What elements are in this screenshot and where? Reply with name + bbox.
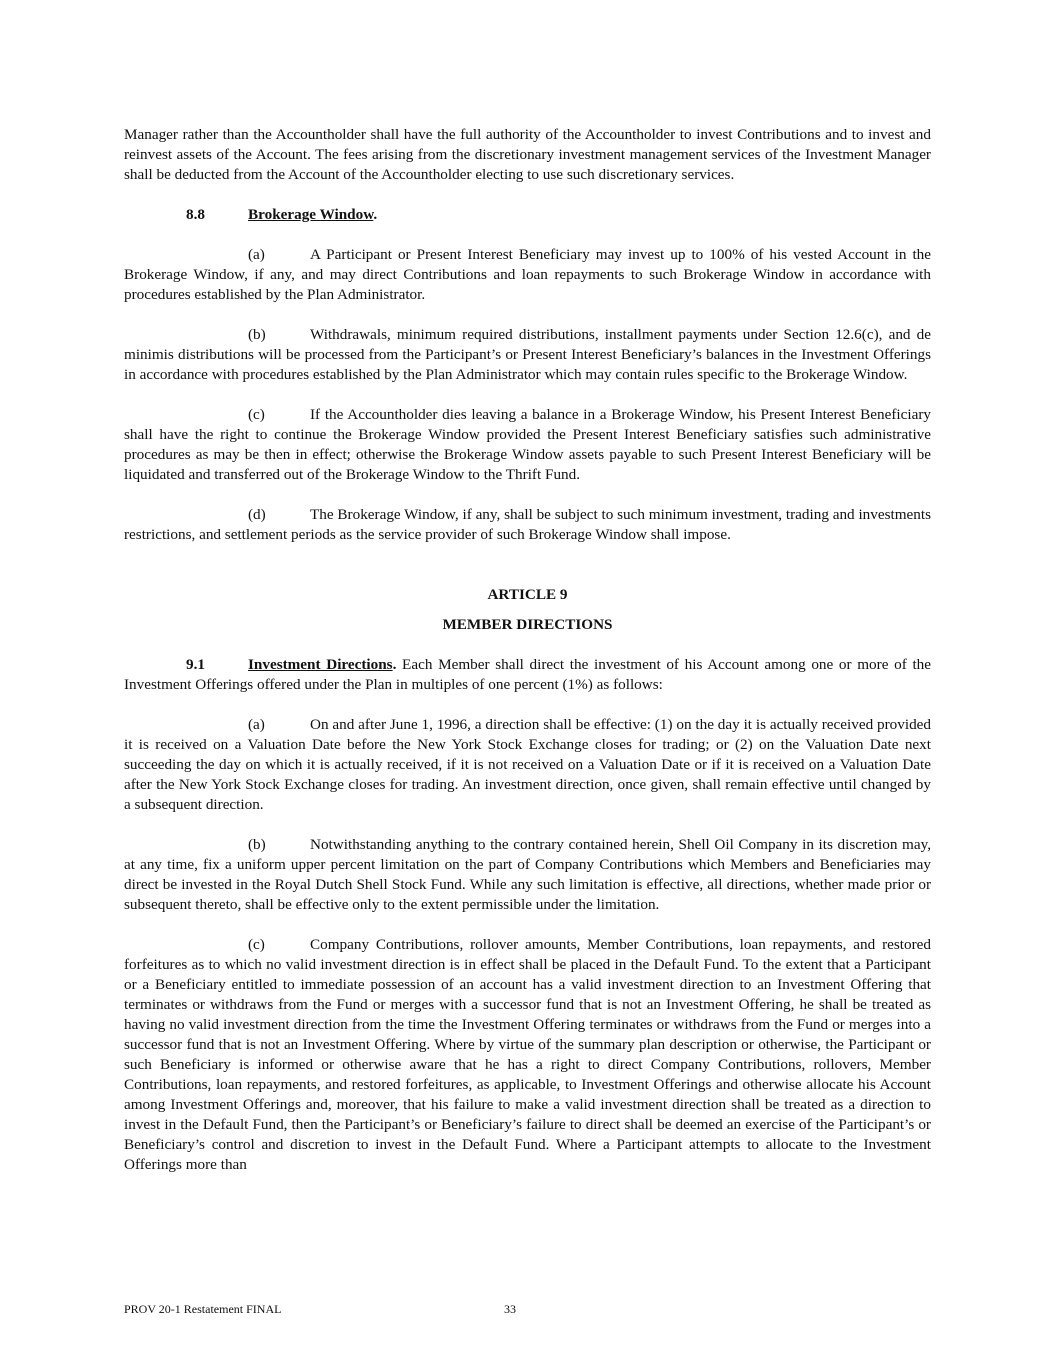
subsection-9-1-b: [124, 835, 931, 915]
subsection-label: (c): [248, 406, 265, 423]
subsection-label: (d): [248, 506, 266, 523]
footer-page-number: 33: [504, 1302, 516, 1316]
subsection-8-8-c: [124, 405, 931, 485]
subsection-label: (b): [248, 836, 266, 853]
section-8-8-heading: [186, 205, 931, 225]
section-title: Investment Directions: [248, 656, 393, 673]
subsection-text: On and after June 1, 1996, a direction shall be effective: (1) on the day it is actually received provided it is received on a Valuation Date before the New York Stock Exchange closes for trading; or (2) on the Valuation Date next succeeding the day on which it is actually received, if it is not received on a Valuation Date or if it is received on a Valuation Date after the New York Stock Exchange closes for trading. An investment direction, once given, shall remain effective until changed by a subsequent direction.: [124, 716, 931, 813]
section-title-period: .: [392, 656, 397, 673]
subsection-text: Notwithstanding anything to the contrary contained herein, Shell Oil Company in its discretion may, at any time, fix a uniform upper percent limitation on the part of Company Contributions which Members and Beneficiaries may direct be invested in the Royal Dutch Shell Stock Fund. While any such limitation is effective, all directions, whether made prior or subsequent thereto, shall be effective only to the extent permissible under the limitation.: [124, 836, 931, 913]
section-number: 8.8: [186, 206, 205, 223]
footer-document-label: PROV 20-1 Restatement FINAL: [124, 1302, 282, 1316]
subsection-label: (c): [248, 936, 265, 953]
subsection-text: Company Contributions, rollover amounts, Member Contributions, loan repayments, and restored forfeitures as to which no valid investment direction is in effect shall be placed in the Default Fund. To the extent that a Participant or a Beneficiary entitled to immediate possession of an account has a valid investment direction to an Investment Offering that terminates or withdraws from the Fund or merges with a successor fund that is not an Investment Offering, he shall be treated as having no valid investment direction from the time the Investment Offering terminates or withdraws from the Fund or merges into a successor fund that is not an Investment Offering. Where by virtue of the summary plan description or otherwise, the Participant or such Beneficiary is informed or otherwise aware that he has a right to direct Company Contributions, rollovers, Member Contributions, loan repayments, and restored forfeitures, as applicable, to Investment Offerings and otherwise allocate his Account among Investment Offerings and, moreover, that his failure to make a valid investment direction shall be treated as a direction to invest in the Default Fund, then the Participant’s or Beneficiary’s failure to direct shall be deemed an exercise of the Participant’s or Beneficiary’s control and discretion to invest in the Default Fund. Where a Participant attempts to allocate to the Investment Offerings more than: [124, 936, 931, 1173]
subsection-label: (a): [248, 246, 265, 263]
section-9-1-paragraph: [124, 655, 931, 695]
subsection-8-8-d: [124, 505, 931, 545]
section-lead-text: Each Member shall direct the investment of his Account among one or more of the Investment Offerings offered under the Plan in multiples of one percent (1%) as follows:: [124, 656, 931, 693]
subsection-label: (a): [248, 716, 265, 733]
subsection-9-1-c: [124, 935, 931, 1175]
subsection-9-1-a: [124, 715, 931, 815]
subsection-8-8-b: [124, 325, 931, 385]
subsection-text: If the Accountholder dies leaving a balance in a Brokerage Window, his Present Interest Beneficiary shall have the right to continue the Brokerage Window provided the Present Interest Beneficiary satisfies such administrative procedures as may be then in effect; otherwise the Brokerage Window assets payable to such Present Interest Beneficiary will be liquidated and transferred out of the Brokerage Window to the Thrift Fund.: [124, 406, 931, 483]
subsection-text: Withdrawals, minimum required distributions, installment payments under Section 12.6(c), and de minimis distributions will be processed from the Participant’s or Present Interest Beneficiary’s balances in the Investment Offerings in accordance with procedures established by the Plan Administrator which may contain rules specific to the Brokerage Window.: [124, 326, 931, 383]
document-page: [124, 125, 931, 1175]
article-number: ARTICLE 9: [487, 586, 568, 603]
subsection-text: The Brokerage Window, if any, shall be subject to such minimum investment, trading and investments restrictions, and settlement periods as the service provider of such Brokerage Window shall impose.: [124, 506, 931, 543]
article-title: MEMBER DIRECTIONS: [442, 616, 613, 633]
subsection-8-8-a: [124, 245, 931, 305]
subsection-label: (b): [248, 326, 266, 343]
intro-paragraph: Manager rather than the Accountholder shall have the full authority of the Accountholder to invest Contributions and to invest and reinvest assets of the Account. The fees arising from the discretionary investment management services of the Investment Manager shall be deducted from the Account of the Accountholder electing to use such discretionary services.: [124, 126, 931, 183]
section-title-period: .: [373, 206, 378, 223]
subsection-text: A Participant or Present Interest Beneficiary may invest up to 100% of his vested Account in the Brokerage Window, if any, and may direct Contributions and loan repayments to such Brokerage Window in accordance with procedures established by the Plan Administrator.: [124, 246, 931, 303]
section-title: Brokerage Window: [248, 206, 374, 223]
section-number: 9.1: [186, 656, 205, 673]
